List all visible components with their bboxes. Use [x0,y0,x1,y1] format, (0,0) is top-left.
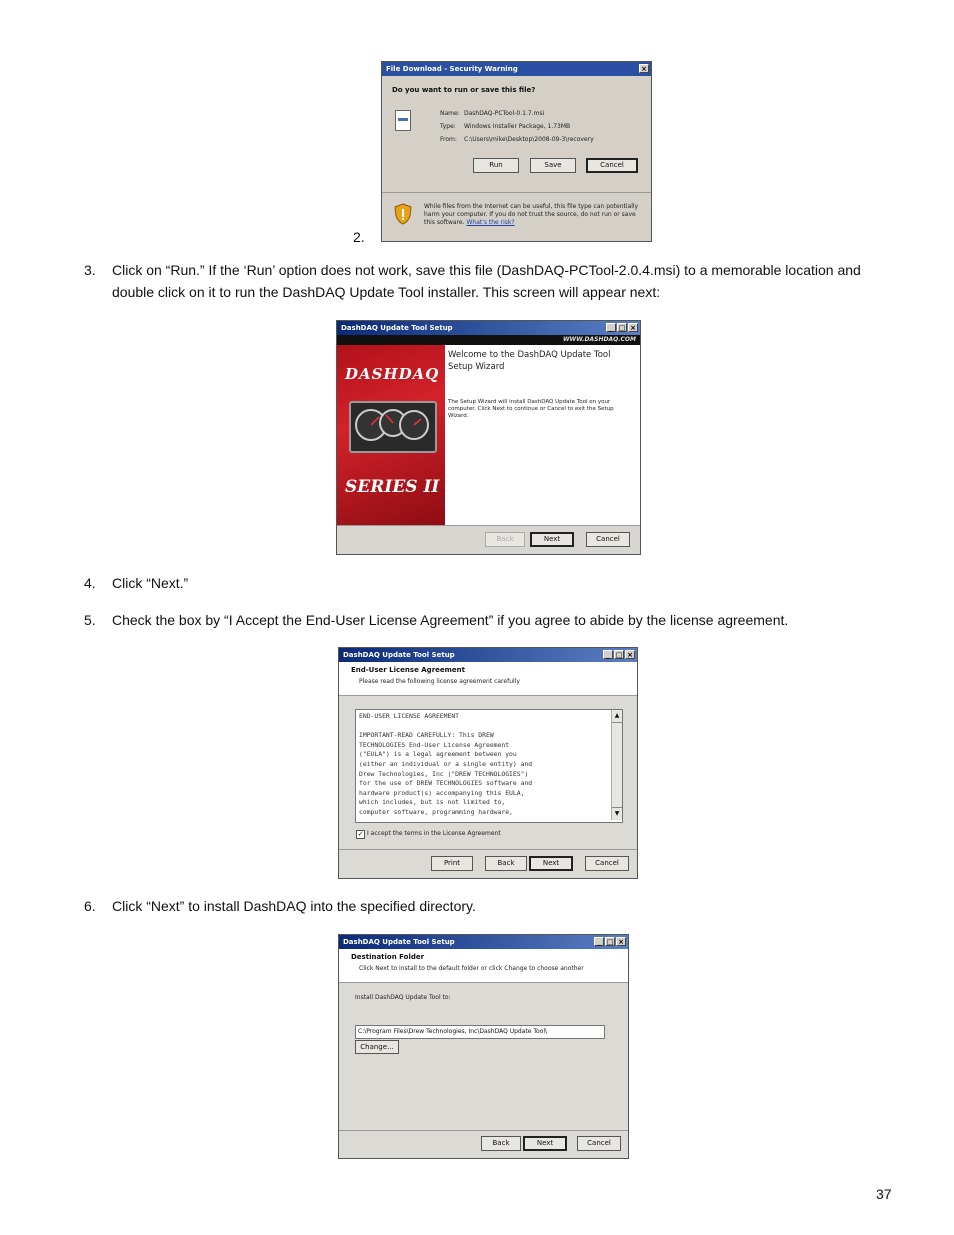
eula-dialog [338,647,638,879]
dialog-titlebar [339,935,628,949]
download-question: Do you want to run or save this file? [392,86,536,94]
website-text: WWW.DASHDAQ.COM [562,336,636,343]
separator [339,849,637,850]
type-label: Type: [440,123,456,130]
eula-header [339,662,637,696]
cancel-button[interactable]: Cancel [585,856,629,871]
back-button[interactable]: Back [485,532,525,547]
page-number: 37 [876,1186,892,1202]
step-5-number: 5. [84,612,96,628]
license-line: IMPORTANT-READ CAREFULLY: This DREW [359,731,494,740]
series-logo: SERIES II [345,477,440,497]
license-line: ("EULA") is a legal agreement between you [359,750,517,759]
dialog-titlebar [382,62,651,76]
website-banner [337,335,640,345]
close-icon[interactable]: × [639,64,649,73]
gauges-icon [351,403,431,447]
warning-text [424,203,646,227]
dialog-title: File Download - Security Warning [386,65,518,73]
print-button[interactable]: Print [431,856,473,871]
back-button[interactable]: Back [485,856,527,871]
shield-warning-icon [394,203,412,225]
welcome-content [445,345,640,525]
warning-message: While files from the Internet can be useful, this file type can potentially harm your computer. If you do not trust the source, do not run or save this software. [424,203,639,226]
change-button[interactable]: Change... [355,1040,399,1054]
scroll-down-icon[interactable]: ▼ [612,807,622,820]
maximize-icon[interactable]: □ [606,938,614,946]
license-line: (either an individual or a single entity) and [359,759,533,768]
from-label: From: [440,136,457,143]
separator [382,192,651,193]
license-line [359,722,619,732]
maximize-icon[interactable]: □ [615,651,623,659]
license-text [356,710,622,820]
accept-checkbox[interactable]: ✓ [357,830,364,838]
license-line: END-USER LICENSE AGREEMENT [359,712,460,720]
step-5-text: Check the box by “I Accept the End-User License Agreement” if you agree to abide by the license agreement. [112,612,789,628]
cancel-button[interactable]: Cancel [577,1136,621,1151]
separator [337,525,640,526]
step-4-text: Click “Next.” [112,575,189,591]
step-6-text: Click “Next” to install DashDAQ into the specified directory. [112,898,476,914]
dialog-titlebar [339,648,637,662]
back-button[interactable]: Back [481,1136,521,1151]
dest-heading: Destination Folder [351,953,425,961]
eula-subheading: Please read the following license agreement carefully [359,678,520,685]
separator [339,1130,628,1131]
step-2-number: 2. [353,229,365,245]
close-icon[interactable]: × [616,937,626,946]
scroll-up-icon[interactable]: ▲ [612,710,622,723]
license-line: TECHNOLOGIES End-User License Agreement [359,740,510,749]
file-download-dialog [381,61,652,242]
device-image [349,401,437,453]
step-3-number: 3. [84,262,96,278]
license-textbox[interactable] [355,709,623,823]
cancel-button[interactable]: Cancel [586,158,638,173]
brand-logo: DASHDAQ [345,365,440,383]
step-6-number: 6. [84,898,96,914]
license-line: Drew Technologies, Inc ("DREW TECHNOLOGIES") [359,769,529,778]
welcome-dialog [336,320,641,555]
run-button[interactable]: Run [473,158,519,173]
license-line: hardware product(s) accompanying this EULA, [359,788,525,797]
dialog-title: DashDAQ Update Tool Setup [343,938,455,946]
name-label: Name: [440,110,460,117]
save-button[interactable]: Save [530,158,576,173]
destination-dialog [338,934,629,1159]
minimize-icon[interactable]: _ [594,937,604,946]
type-value: Windows Installer Package, 1.73MB [464,123,571,130]
install-path-field[interactable]: C:\Program Files\Drew Technologies, Inc\DashDAQ Update Tool\ [355,1025,605,1039]
minimize-icon[interactable]: _ [603,650,613,659]
minimize-icon[interactable]: _ [606,323,616,332]
maximize-icon[interactable]: □ [618,324,626,332]
scrollbar[interactable] [611,710,622,820]
step-3-text: Click on “Run.” If the ‘Run’ option does not work, save this file (DashDAQ-PCTool-2.0.4.msi) to a memorable location and double click on it to run the DashDAQ Update Tool installer. This screen will appear next: [112,262,861,300]
accept-label[interactable]: I accept the terms in the License Agreement [367,830,501,837]
dest-header [339,949,628,983]
dialog-title: DashDAQ Update Tool Setup [341,324,453,332]
next-button[interactable]: Next [523,1136,567,1151]
risk-link[interactable]: What's the risk? [466,219,515,226]
next-button[interactable]: Next [529,856,573,871]
dest-subheading: Click Next to install to the default folder or click Change to choose another [359,965,584,972]
close-icon[interactable]: × [625,650,635,659]
next-button[interactable]: Next [530,532,574,547]
license-line: which includes, but is not limited to, [359,798,506,807]
eula-heading: End-User License Agreement [351,666,466,674]
dialog-titlebar [337,321,640,335]
dialog-title: DashDAQ Update Tool Setup [343,651,455,659]
from-value: C:\Users\mike\Desktop\2008-09-3\recovery [464,136,594,143]
license-line: for the use of DREW TECHNOLOGIES software and [359,779,533,788]
license-line: computer software, programming hardware, [359,807,513,816]
brand-panel [337,345,445,525]
step-4-number: 4. [84,575,96,591]
welcome-heading: Welcome to the DashDAQ Update Tool Setup Wizard [448,350,611,372]
close-icon[interactable]: × [628,323,638,332]
name-value: DashDAQ-PCTool-0.1.7.msi [464,110,545,117]
install-label: Install DashDAQ Update Tool to: [355,994,451,1001]
file-icon [395,110,411,131]
welcome-body: The Setup Wizard will install DashDAQ Update Tool on your computer. Click Next to continue or Cancel to exit the Setup Wizard. [448,399,614,419]
cancel-button[interactable]: Cancel [586,532,630,547]
